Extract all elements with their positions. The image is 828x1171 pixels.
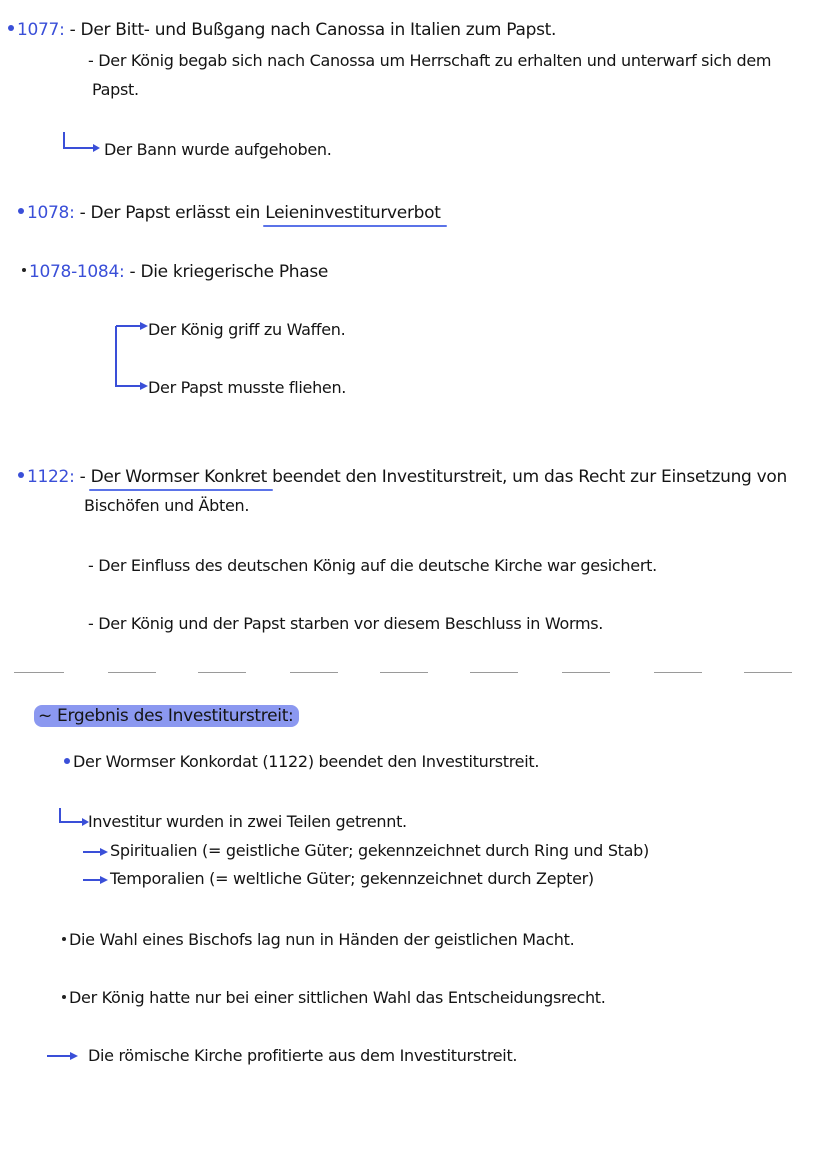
- entry-1077: [8, 20, 556, 40]
- term-leieninvestiturverbot: Leieninvestiturverbot: [265, 203, 441, 223]
- year-1122: 1122:: [27, 467, 75, 487]
- corner-arrow-icon: [58, 806, 92, 831]
- entry-1078-1084-text: - Die kriegerische Phase: [129, 262, 329, 282]
- ergebnis-point-3: [62, 930, 574, 950]
- entry-1077-line2: - Der König begab sich nach Canossa um Herrschaft zu erhalten und unterwarf sich dem: [88, 51, 772, 70]
- entry-1078: [18, 203, 441, 223]
- phase-branch-2: Der Papst musste fliehen.: [148, 378, 347, 397]
- entry-1122-note1: - Der Einfluss des deutschen König auf die deutsche Kirche war gesichert.: [88, 556, 657, 575]
- entry-1122-dash: -: [79, 467, 86, 487]
- ergebnis-point-1: [64, 752, 539, 772]
- ergebnis-point-4-text: Der König hatte nur bei einer sittlichen Wahl das Entscheidungsrecht.: [69, 988, 606, 1007]
- bullet-icon: [22, 268, 26, 272]
- bullet-icon: [62, 937, 66, 941]
- corner-arrow-icon: [62, 130, 102, 155]
- arrow-right-icon: [46, 1050, 82, 1062]
- bullet-icon: [8, 25, 14, 31]
- year-1078-1084: 1078-1084:: [29, 262, 125, 282]
- entry-1122-text: beendet den Investiturstreit, um das Recht zur Einsetzung von: [272, 467, 787, 487]
- entry-1078-1084: [22, 262, 328, 282]
- ergebnis-point-2: Investitur wurden in zwei Teilen getrennt.: [88, 812, 407, 831]
- branch-arrows-icon: [112, 314, 152, 394]
- entry-1077-line1: - Der Bitt- und Bußgang nach Canossa in Italien zum Papst.: [69, 20, 557, 40]
- bullet-icon: [18, 208, 24, 214]
- ergebnis-conclusion: Die römische Kirche profitierte aus dem Investiturstreit.: [88, 1046, 518, 1065]
- ergebnis-heading: [34, 706, 299, 726]
- bullet-icon: [64, 758, 70, 764]
- ergebnis-point-4: [62, 988, 606, 1008]
- bullet-icon: [62, 995, 66, 999]
- ergebnis-point-1-text: Der Wormser Konkordat (1122) beendet den Investiturstreit.: [73, 752, 540, 771]
- year-1077: 1077:: [17, 20, 65, 40]
- arrow-right-icon: [82, 846, 110, 858]
- ergebnis-temporalien: Temporalien (= weltliche Güter; gekennzeichnet durch Zepter): [110, 869, 594, 888]
- term-wormser-konkret: Der Wormser Konkret: [90, 467, 268, 487]
- phase-branch-1: Der König griff zu Waffen.: [148, 320, 346, 339]
- ergebnis-point-3-text: Die Wahl eines Bischofs lag nun in Händen der geistlichen Macht.: [69, 930, 575, 949]
- year-1078: 1078:: [27, 203, 75, 223]
- entry-1078-text: - Der Papst erlässt ein: [79, 203, 261, 223]
- entry-1077-line3: Papst.: [92, 80, 139, 99]
- ergebnis-heading-label: ~ Ergebnis des Investiturstreit:: [34, 705, 299, 727]
- entry-1077-result: Der Bann wurde aufgehoben.: [104, 140, 332, 159]
- ergebnis-spiritualien: Spiritualien (= geistliche Güter; gekennzeichnet durch Ring und Stab): [110, 841, 649, 860]
- bullet-icon: [18, 472, 24, 478]
- entry-1122-line2: Bischöfen und Äbten.: [84, 496, 250, 515]
- entry-1122-note2: - Der König und der Papst starben vor diesem Beschluss in Worms.: [88, 614, 604, 633]
- arrow-right-icon: [82, 874, 110, 886]
- entry-1122: [18, 467, 787, 487]
